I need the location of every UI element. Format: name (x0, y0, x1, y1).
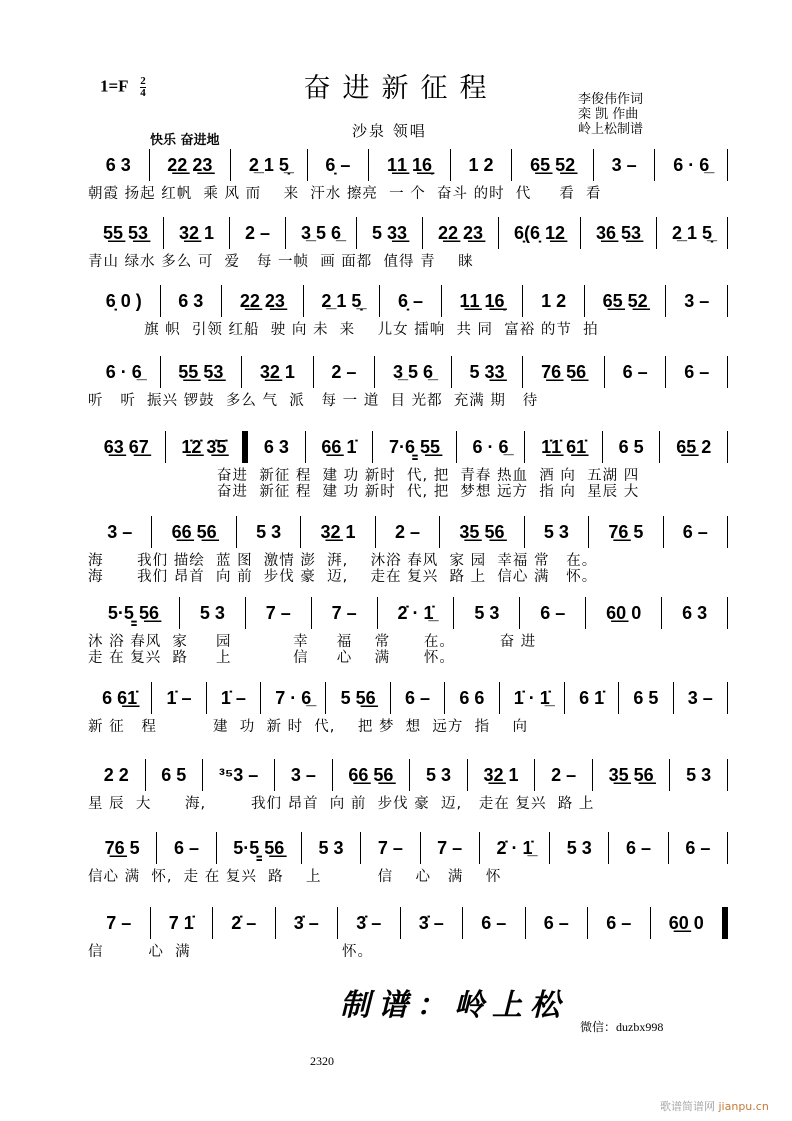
notes-line (88, 833, 728, 863)
measure: 6 – (626, 837, 652, 858)
measure: 7 – (265, 602, 291, 623)
measure: 6 · 6̲ (105, 361, 142, 382)
measure: 1̇͟1̇ 6͟1̇ (541, 436, 587, 457)
credits (578, 92, 643, 137)
measure: 2 2 (103, 764, 129, 785)
notes-line (88, 432, 728, 462)
lyrics-line: 新 征 程 建 功 新 时 代, 把 梦 想 远方 指 向 (88, 719, 529, 735)
measure: 7͟6 5 (104, 837, 140, 858)
composer: 栾 凯 作曲 (578, 107, 639, 122)
measure: 7 – (106, 912, 132, 933)
lyrics-line: 听 听 振兴 锣鼓 多么 气 派 每 一 道 目 光都 充满 期 待 (88, 393, 539, 409)
measure: 5 3͟3 (371, 222, 407, 243)
lyrics-line: 朝霞 扬起 红帆 乘 风 而 来 汗水 擦亮 一 个 奋斗 的时 代 看 看 (88, 186, 602, 202)
measure: 7 – (437, 837, 463, 858)
measure: 3͟2 1 (259, 361, 295, 382)
lyrics-line: 海 我们 昂首 向 前 步伐 豪 迈, 走在 复兴 路 上 信心 满 怀。 (88, 569, 598, 585)
measure: 6 – (682, 521, 708, 542)
notes-line (88, 218, 728, 248)
measure: 6 – (622, 361, 648, 382)
measure: 6͟0 0 (668, 912, 704, 933)
measure: 6 – (684, 361, 710, 382)
watermark-en: jianpu.cn (718, 1100, 769, 1113)
measure: 1 2 (541, 290, 567, 311)
barline (727, 285, 728, 317)
measure: 3͟5 5͟6 (608, 764, 654, 785)
wechat-id: 微信：duzbx998 (580, 1020, 664, 1034)
measure: 5·5̳ 5͟6 (107, 602, 159, 623)
measure: 2̲ 1 5̣̲ (671, 222, 712, 243)
notes-line (88, 517, 728, 547)
measure: 6 – (540, 602, 566, 623)
measure: 6͟6 5͟6 (171, 521, 217, 542)
measure: 7 – (377, 837, 403, 858)
measure: 7 – (331, 602, 357, 623)
measure: 5 3 (474, 602, 500, 623)
measure: 6͟0 0 (606, 602, 642, 623)
measure: 7 1̇ (168, 912, 194, 933)
measure: 6͟5 2 (676, 436, 712, 457)
measure: 6̣ – (325, 154, 351, 175)
watermark-cn: 歌谱简谱网 (660, 1100, 715, 1113)
measure: 3͟2 1 (483, 764, 519, 785)
measure: 5͟5 5͟3 (102, 222, 149, 243)
measure: 6 · 6̲ (472, 436, 509, 457)
measure: 5 3 (256, 521, 282, 542)
notes-line (88, 683, 728, 713)
measure: 3 – (611, 154, 637, 175)
barline (727, 149, 728, 181)
measure: 5·5̳ 5͟6 (233, 837, 285, 858)
measure: 6͟5 5͟2 (530, 154, 576, 175)
measure: 6 – (543, 912, 569, 933)
measure: 6 3 (105, 154, 131, 175)
lyrics-line: 奋进 新征 程 建 功 新时 代, 把 青春 热血 酒 向 五湖 四 (88, 468, 640, 484)
lyrics-line: 海 我们 描绘 蓝 图 激情 澎 湃, 沐浴 春风 家 园 幸福 常 在。 (88, 553, 598, 569)
measure: 3̇ – (356, 912, 382, 933)
measure: 6 3 (263, 436, 289, 457)
measure: 3̲ 5 6̲ (392, 361, 434, 382)
measure: 2 – (331, 361, 357, 382)
measure: 2͟2 2͟3 (239, 290, 285, 311)
notes-line (88, 598, 728, 628)
notes-line (88, 357, 728, 387)
measure: 5 3 (686, 764, 712, 785)
measure: 3̇ – (293, 912, 319, 933)
measure: 2̲ 1 5̣̲ (321, 290, 362, 311)
measure: 6͟5 5͟2 (602, 290, 648, 311)
measure: 3 – (290, 764, 316, 785)
measure: 6 5 (618, 436, 644, 457)
lyrics-line: 信 心 满 怀。 (88, 944, 374, 960)
time-sig-numerator: 2 (140, 75, 146, 87)
lyrics-line: 走 在 复兴 路 上 信 心 满 怀。 (88, 650, 455, 666)
notes-line (88, 760, 728, 790)
barline (727, 682, 728, 714)
measure: 2 – (551, 764, 577, 785)
measure: 3̲ 5 6̲ (300, 222, 341, 243)
measure: 2͟2 2͟3 (437, 222, 483, 243)
measure: 3͟5 5͟6 (459, 521, 505, 542)
measure: 6 3 (682, 602, 708, 623)
measure: 1̇͟2̇ 3̇͟5̇ (181, 436, 227, 457)
lyrics-line: 旗 帜 引领 红船 驶 向 未 来 儿女 擂响 共 同 富裕 的节 拍 (88, 322, 599, 338)
measure: 3̇ – (418, 912, 444, 933)
measure: 6̣(6̣ 1͟2 (513, 222, 565, 243)
measure: 6 5 (161, 764, 187, 785)
time-sig-denominator: 4 (140, 87, 146, 99)
measure: 5 3 (318, 837, 344, 858)
barline (727, 759, 728, 791)
measure: 3 – (684, 290, 710, 311)
measure: 6͟6 1̇ (321, 436, 357, 457)
song-title: 奋进新征程 (303, 73, 499, 104)
barline (727, 356, 728, 388)
barline (727, 832, 728, 864)
measure: 3 – (107, 521, 133, 542)
measure: 6 3 (178, 290, 204, 311)
measure: 6 6 (459, 687, 485, 708)
measure: 6 5 (633, 687, 659, 708)
barline (727, 431, 728, 463)
measure: 7͟6 5͟6 (541, 361, 587, 382)
measure: 2͟2 2͟3 (167, 154, 213, 175)
lyrics-line: 青山 绿水 多么 可 爱 每 一帧 画 面都 值得 青 睐 (88, 254, 474, 270)
measure: 2̇ – (231, 912, 257, 933)
measure: 1̇ – (220, 687, 246, 708)
measure: ³⁵3 – (218, 764, 259, 785)
key-label: 1=F (100, 76, 128, 96)
measure: 6 – (173, 837, 199, 858)
measure: 5͟5 5͟3 (178, 361, 224, 382)
measure: 6 – (685, 837, 711, 858)
measure: 1̇ · 1̲̇ (513, 687, 550, 708)
measure: 6 – (404, 687, 431, 708)
measure: 2 – (244, 222, 270, 243)
measure: 3͟6 5͟3 (595, 222, 641, 243)
barline (727, 597, 728, 629)
measure: 2̇ · 1̲̇ (496, 837, 533, 858)
measure: 1̇ – (166, 687, 192, 708)
measure: 5 5͟6 (340, 687, 376, 708)
watermark (660, 1098, 769, 1114)
barline (727, 217, 728, 249)
measure: 5 3 (566, 837, 592, 858)
measure: 6͟6 5͟6 (348, 764, 394, 785)
measure: 3͟2 1 (320, 521, 356, 542)
lead-singer: 沙泉 领唱 (352, 122, 427, 140)
lyrics-line: 信心 满 怀, 走 在 复兴 路 上 信 心 满 怀 (88, 869, 502, 885)
tempo-marking: 快乐 奋进地 (150, 133, 220, 148)
final-barline (722, 907, 728, 939)
measure: 5 3 (425, 764, 451, 785)
measure: 5 3 (199, 602, 225, 623)
lyrics-line: 星 辰 大 海, 我们 昂首 向 前 步伐 豪 迈, 走在 复兴 路 上 (88, 796, 595, 812)
measure: 7͟6 5 (608, 521, 644, 542)
measure: 6 6͟1̇ (102, 687, 138, 708)
measure: 6 · 6̲ (673, 154, 710, 175)
measure: 2̇ · 1̲̇ (397, 602, 434, 623)
measure: 6 – (481, 912, 507, 933)
measure: 6 1̇ (579, 687, 605, 708)
measure: 1 2 (468, 154, 494, 175)
measure: 3͟2 1 (178, 222, 215, 243)
notes-line (88, 150, 728, 180)
measure: 6͟3 6͟7 (103, 436, 149, 457)
measure: 7·6̳ 5͟5 (388, 436, 441, 457)
measure: 1͟1 1͟6̣ (386, 154, 433, 175)
measure: 5 3͟3 (469, 361, 505, 382)
lyricist: 李俊伟作词 (578, 92, 644, 107)
lyrics-line: 沐 浴 春风 家 园 幸 福 常 在。 奋 进 (88, 634, 537, 650)
measure: 6 – (606, 912, 632, 933)
page-number: 2320 (310, 1054, 334, 1068)
measure: 6̣ – (397, 290, 423, 311)
measure: 6̣ 0 ) (105, 290, 142, 311)
measure: 2̲ 1 5̣̲ (248, 154, 289, 175)
transcriber: 岭上松制谱 (578, 122, 644, 137)
measure: 7 · 6̲ (275, 687, 312, 708)
measure: 1͟1 1͟6̣ (459, 290, 505, 311)
notes-line (88, 286, 728, 316)
notes-line (88, 908, 728, 938)
measure: 5 3 (543, 521, 569, 542)
lyrics-line: 奋进 新征 程 建 功 新时 代, 把 梦想 远方 指 向 星辰 大 (88, 484, 640, 500)
measure: 2 – (394, 521, 421, 542)
signature: 制谱：岭上松 (340, 988, 568, 1023)
measure: 3 – (687, 687, 713, 708)
barline (727, 516, 728, 548)
